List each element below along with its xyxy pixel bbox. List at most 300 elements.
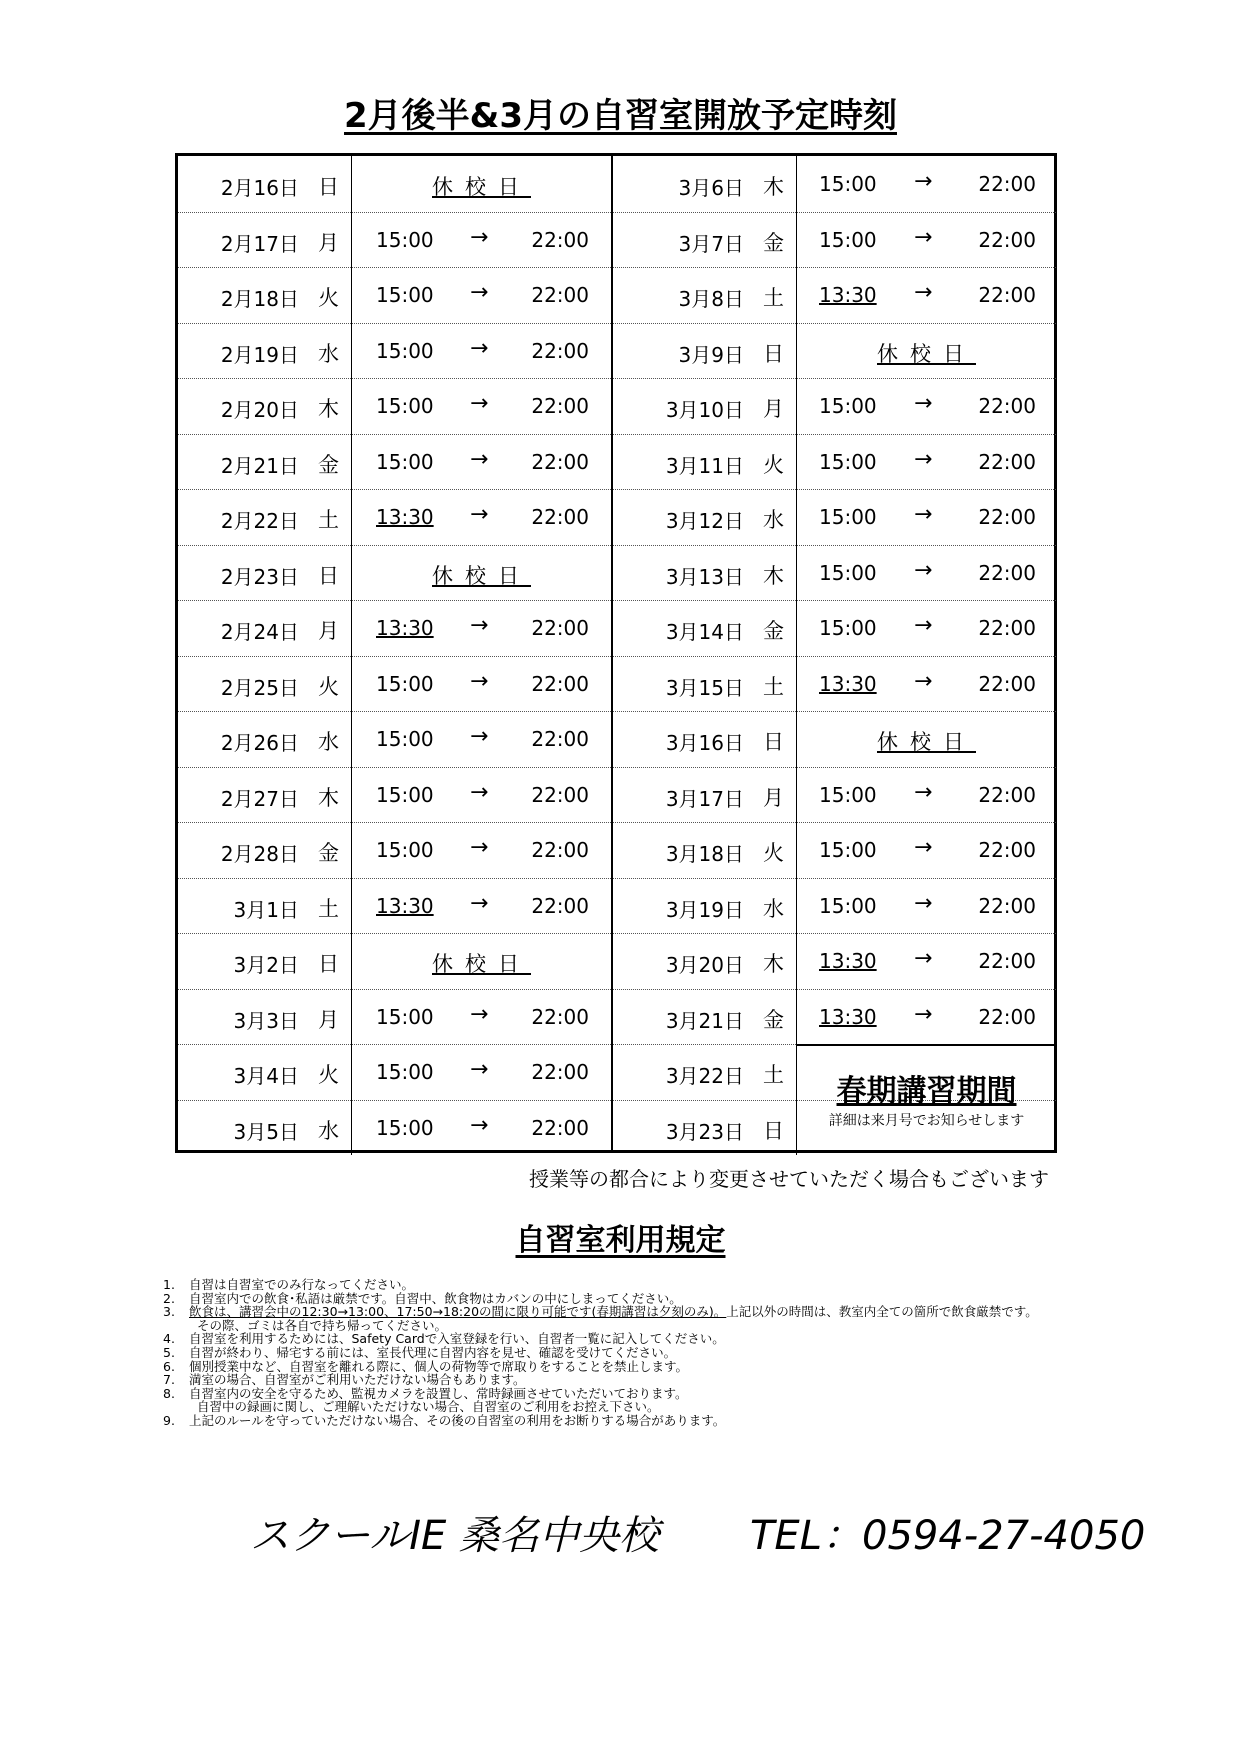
time-cell	[352, 933, 611, 989]
date-cell	[613, 545, 797, 601]
close-time: 22:00	[978, 1004, 1036, 1029]
close-time: 22:00	[531, 283, 589, 307]
schedule-row	[178, 212, 611, 269]
date-label: 2月19日	[220, 342, 299, 367]
schedule-row	[178, 767, 611, 824]
date-cell	[613, 267, 797, 323]
closed-day-text: 休校日	[877, 730, 976, 754]
time-cell	[352, 822, 611, 878]
weekday-label: 金	[763, 230, 784, 255]
date-label: 2月22日	[220, 509, 299, 533]
rule-number: 9.	[163, 1412, 175, 1428]
spring-course-title: 春期講習期間	[836, 1074, 1017, 1109]
date-label: 3月7日	[678, 231, 744, 256]
rule-item	[163, 1305, 1063, 1319]
close-time: 22:00	[531, 1004, 589, 1029]
weekday-label: 日	[318, 563, 339, 588]
rule-number: 5.	[163, 1344, 175, 1360]
date-label: 2月16日	[220, 176, 299, 200]
weekday-label: 月	[763, 397, 784, 421]
close-time: 22:00	[531, 838, 589, 862]
date-cell	[613, 1100, 797, 1156]
date-label: 2月28日	[220, 842, 299, 866]
close-time: 22:00	[531, 782, 589, 807]
weekday-label: 月	[318, 619, 339, 643]
rule-text: 満室の場合、自習室がご利用いただけない場合もあります。	[189, 1372, 526, 1388]
schedule-row	[178, 822, 611, 879]
date-cell	[613, 600, 797, 656]
date-cell	[613, 212, 797, 268]
rule-item	[163, 1414, 1063, 1428]
weekday-label: 金	[763, 619, 784, 643]
date-cell	[613, 489, 797, 545]
schedule-row	[613, 656, 1056, 713]
weekday-label: 水	[318, 730, 339, 754]
closed-day-text: 休校日	[432, 952, 531, 976]
open-time: 13:30	[376, 505, 434, 529]
schedule-row	[613, 267, 1056, 324]
rule-text: 上記のルールを守っていただけない場合、その後の自習室の利用をお断りする場合があります。	[189, 1412, 726, 1428]
schedule-row	[178, 323, 611, 380]
time-cell	[797, 323, 1056, 379]
arrow-icon: →	[470, 1001, 489, 1027]
close-time: 22:00	[978, 227, 1036, 252]
close-time: 22:00	[531, 227, 589, 252]
close-time: 22:00	[978, 449, 1036, 474]
rules-list	[163, 1278, 1063, 1428]
date-cell	[178, 600, 352, 656]
schedule-row	[178, 434, 611, 491]
date-cell	[178, 933, 352, 989]
time-cell	[352, 767, 611, 823]
schedule-row	[613, 156, 1056, 213]
time-cell	[352, 267, 611, 323]
date-cell	[178, 378, 352, 434]
date-label: 2月18日	[220, 287, 299, 311]
time-cell	[797, 711, 1056, 767]
date-label: 2月26日	[220, 731, 299, 755]
arrow-icon: →	[914, 1001, 933, 1027]
open-time: 13:30	[376, 893, 434, 918]
date-cell	[613, 822, 797, 878]
arrow-icon: →	[470, 335, 489, 361]
schedule-row	[613, 767, 1056, 824]
weekday-label: 日	[763, 730, 784, 754]
time-cell	[352, 989, 611, 1045]
close-time: 22:00	[531, 1060, 589, 1084]
schedule-row	[178, 1044, 611, 1101]
date-cell	[613, 1044, 797, 1100]
date-label: 3月15日	[665, 675, 744, 700]
rule-text: 自習が終わり、帰宅する前には、室長代理に自習内容を見せ、確認を受けてください。	[189, 1344, 677, 1360]
weekday-label: 土	[763, 674, 784, 699]
closed-day-label	[352, 171, 611, 201]
schedule-row	[178, 1100, 611, 1156]
date-label: 2月17日	[220, 231, 299, 256]
date-cell	[178, 656, 352, 712]
date-cell	[178, 267, 352, 323]
weekday-label: 日	[763, 341, 784, 366]
weekday-label: 木	[318, 785, 339, 810]
arrow-icon: →	[914, 502, 933, 527]
schedule-row	[178, 267, 611, 324]
date-label: 3月14日	[665, 620, 744, 644]
date-cell	[613, 711, 797, 767]
rule-text: 自習は自習室でのみ行なってください。	[189, 1277, 415, 1292]
date-label: 3月21日	[665, 1008, 744, 1033]
open-time: 15:00	[376, 782, 434, 807]
weekday-label: 木	[763, 175, 784, 199]
arrow-icon: →	[914, 391, 933, 416]
closed-day-text: 休校日	[432, 563, 531, 588]
date-cell	[613, 767, 797, 823]
rule-number: 7.	[163, 1372, 175, 1388]
rule-number: 6.	[163, 1358, 175, 1374]
date-label: 3月3日	[233, 1008, 299, 1033]
footer-school-name: スクールIE 桑名中央校	[250, 1513, 659, 1559]
weekday-label: 火	[318, 286, 339, 310]
time-cell	[352, 656, 611, 712]
rules-title: 自習室利用規定	[515, 1223, 726, 1258]
rule-item	[163, 1332, 1063, 1346]
date-cell	[613, 933, 797, 989]
weekday-label: 土	[318, 896, 339, 921]
page-title: 2月後半&3月の自習室開放予定時刻	[344, 96, 897, 136]
time-cell	[352, 378, 611, 434]
date-cell	[613, 378, 797, 434]
time-cell	[797, 878, 1056, 934]
schedule-row	[178, 156, 611, 213]
date-cell	[613, 878, 797, 934]
weekday-label: 日	[763, 1118, 784, 1143]
arrow-icon: →	[470, 1057, 489, 1082]
open-time: 15:00	[819, 893, 877, 918]
schedule-table	[175, 153, 1057, 1153]
weekday-label: 月	[318, 1007, 339, 1032]
arrow-icon: →	[914, 280, 933, 305]
weekday-label: 水	[318, 1118, 339, 1143]
close-time: 22:00	[978, 616, 1036, 640]
change-note: 授業等の都合により変更させていただく場合もございます	[529, 1167, 1049, 1191]
time-cell	[797, 156, 1056, 212]
time-cell	[352, 600, 611, 656]
rule-item	[163, 1400, 1063, 1414]
schedule-row	[178, 656, 611, 713]
schedule-row	[178, 545, 611, 602]
time-cell	[797, 545, 1056, 601]
open-time: 15:00	[819, 838, 877, 862]
date-label: 3月5日	[233, 1119, 299, 1144]
time-cell	[352, 156, 611, 212]
date-label: 3月13日	[665, 564, 744, 589]
weekday-label: 月	[318, 230, 339, 255]
schedule-row	[613, 989, 1056, 1046]
weekday-label: 日	[318, 952, 339, 976]
open-time: 13:30	[819, 1004, 877, 1029]
open-time: 15:00	[819, 449, 877, 474]
open-time: 15:00	[376, 227, 434, 252]
weekday-label: 火	[318, 674, 339, 699]
close-time: 22:00	[978, 838, 1036, 862]
date-label: 3月16日	[665, 731, 744, 755]
weekday-label: 土	[318, 508, 339, 532]
closed-day-text: 休校日	[877, 341, 976, 366]
open-time: 15:00	[376, 671, 434, 696]
rule-text: 自習中の録画に関し、ご理解いただけない場合、自習室のご利用をお控え下さい。	[197, 1399, 660, 1415]
open-time: 15:00	[819, 782, 877, 807]
close-time: 22:00	[531, 1115, 589, 1140]
date-label: 3月9日	[678, 342, 744, 367]
close-time: 22:00	[978, 283, 1036, 307]
arrow-icon: →	[470, 1112, 489, 1138]
open-time: 15:00	[376, 283, 434, 307]
date-cell	[613, 323, 797, 379]
open-time: 13:30	[376, 616, 434, 640]
open-time: 15:00	[819, 616, 877, 640]
date-cell	[613, 656, 797, 712]
open-time: 13:30	[819, 283, 877, 307]
rule-item	[163, 1387, 1063, 1401]
date-cell	[613, 156, 797, 212]
time-cell	[352, 212, 611, 268]
date-cell	[178, 711, 352, 767]
date-cell	[178, 212, 352, 268]
open-time: 15:00	[376, 338, 434, 363]
date-label: 2月24日	[220, 620, 299, 644]
date-label: 3月20日	[665, 953, 744, 977]
rule-text: 上記以外の時間は、教室内全ての箇所で飲食厳禁です。	[726, 1304, 1038, 1320]
arrow-icon: →	[470, 724, 489, 749]
schedule-row	[178, 933, 611, 990]
rule-text: 自習室を利用するためには、Safety Cardで入室登録を行い、自習者一覧に記入してください。	[189, 1331, 725, 1347]
open-time: 15:00	[376, 449, 434, 474]
time-cell	[797, 434, 1056, 490]
date-label: 3月19日	[665, 897, 744, 922]
weekday-label: 木	[763, 563, 784, 588]
schedule-row	[178, 600, 611, 657]
rule-number: 8.	[163, 1385, 175, 1401]
date-label: 3月17日	[665, 786, 744, 811]
date-label: 3月4日	[233, 1064, 299, 1088]
open-time: 15:00	[376, 1115, 434, 1140]
arrow-icon: →	[914, 835, 933, 860]
date-label: 2月27日	[220, 786, 299, 811]
schedule-row	[178, 878, 611, 935]
rule-text: 個別授業中など、自習室を離れる際に、個人の荷物等で席取りをすることを禁止します。	[189, 1358, 689, 1374]
date-label: 2月25日	[220, 675, 299, 700]
date-cell	[178, 1044, 352, 1100]
arrow-icon: →	[470, 779, 489, 805]
time-cell	[352, 711, 611, 767]
schedule-row	[613, 600, 1056, 657]
closed-day-label	[352, 560, 611, 590]
date-label: 3月8日	[678, 287, 744, 311]
footer-phone: TEL：0594-27-4050	[750, 1513, 1146, 1559]
closed-day-label	[797, 338, 1056, 368]
time-cell	[352, 323, 611, 379]
date-label: 2月21日	[220, 453, 299, 478]
close-time: 22:00	[978, 560, 1036, 585]
schedule-row	[613, 212, 1056, 269]
arrow-icon: →	[914, 890, 933, 916]
weekday-label: 水	[763, 508, 784, 532]
close-time: 22:00	[531, 394, 589, 418]
date-cell	[178, 545, 352, 601]
spring-course-block	[797, 1044, 1056, 1155]
arrow-icon: →	[470, 890, 489, 916]
weekday-label: 日	[318, 175, 339, 199]
time-cell	[797, 212, 1056, 268]
time-cell	[797, 822, 1056, 878]
open-time: 15:00	[376, 1060, 434, 1084]
open-time: 13:30	[819, 949, 877, 973]
time-cell	[352, 878, 611, 934]
time-cell	[797, 989, 1056, 1045]
schedule-row	[178, 989, 611, 1046]
schedule-row	[613, 933, 1056, 990]
arrow-icon: →	[470, 835, 489, 860]
close-time: 22:00	[978, 949, 1036, 973]
time-cell	[352, 1100, 611, 1156]
schedule-row	[613, 545, 1056, 602]
arrow-icon: →	[470, 613, 489, 638]
date-cell	[178, 434, 352, 490]
open-time: 15:00	[819, 505, 877, 529]
weekday-label: 土	[763, 286, 784, 310]
close-time: 22:00	[531, 616, 589, 640]
schedule-row	[613, 378, 1056, 435]
weekday-label: 木	[763, 952, 784, 976]
date-label: 3月2日	[233, 953, 299, 977]
weekday-label: 土	[763, 1063, 784, 1087]
date-cell	[178, 1100, 352, 1156]
close-time: 22:00	[531, 893, 589, 918]
arrow-icon: →	[914, 224, 933, 250]
arrow-icon: →	[914, 613, 933, 638]
weekday-label: 木	[318, 397, 339, 421]
arrow-icon: →	[470, 502, 489, 527]
schedule-row	[613, 489, 1056, 546]
date-label: 3月10日	[665, 398, 744, 422]
close-time: 22:00	[531, 338, 589, 363]
time-cell	[797, 600, 1056, 656]
date-label: 3月6日	[678, 176, 744, 200]
time-cell	[797, 933, 1056, 989]
weekday-label: 水	[318, 341, 339, 366]
close-time: 22:00	[531, 727, 589, 751]
date-cell	[178, 156, 352, 212]
time-cell	[797, 767, 1056, 823]
rule-text: 自習室内での飲食･私語は厳禁です。自習中、飲食物はカバンの中にしまってください。	[189, 1290, 682, 1306]
schedule-row	[613, 711, 1056, 768]
open-time: 15:00	[376, 394, 434, 418]
rule-text: 自習室内の安全を守るため、監視カメラを設置し、常時録画させていただいております。	[189, 1385, 688, 1401]
rule-item	[163, 1278, 1063, 1292]
close-time: 22:00	[531, 449, 589, 474]
schedule-row	[613, 878, 1056, 935]
weekday-label: 火	[318, 1063, 339, 1087]
arrow-icon: →	[914, 668, 933, 694]
close-time: 22:00	[978, 394, 1036, 418]
schedule-column-right	[611, 156, 1056, 1150]
arrow-icon: →	[470, 224, 489, 250]
date-cell	[178, 489, 352, 545]
rule-item	[163, 1292, 1063, 1306]
close-time: 22:00	[978, 505, 1036, 529]
date-label: 3月22日	[665, 1064, 744, 1088]
rule-number: 3.	[163, 1304, 175, 1320]
date-label: 2月23日	[220, 564, 299, 589]
date-cell	[178, 323, 352, 379]
open-time: 15:00	[376, 727, 434, 751]
close-time: 22:00	[978, 671, 1036, 696]
time-cell	[352, 1044, 611, 1100]
schedule-row	[178, 711, 611, 768]
date-cell	[178, 989, 352, 1045]
date-cell	[613, 434, 797, 490]
weekday-label: 金	[318, 841, 339, 865]
arrow-icon: →	[914, 946, 933, 971]
weekday-label: 水	[763, 896, 784, 921]
time-cell	[797, 489, 1056, 545]
open-time: 15:00	[376, 1004, 434, 1029]
date-label: 3月12日	[665, 509, 744, 533]
close-time: 22:00	[531, 671, 589, 696]
weekday-label: 金	[318, 452, 339, 477]
close-time: 22:00	[978, 782, 1036, 807]
schedule-row	[613, 323, 1056, 380]
date-cell	[178, 822, 352, 878]
open-time: 15:00	[819, 560, 877, 585]
arrow-icon: →	[914, 446, 933, 472]
open-time: 13:30	[819, 671, 877, 696]
schedule-column-left	[178, 156, 611, 1150]
schedule-row	[613, 434, 1056, 491]
arrow-icon: →	[470, 446, 489, 472]
time-cell	[352, 545, 611, 601]
time-cell	[797, 378, 1056, 434]
rule-item	[163, 1373, 1063, 1387]
close-time: 22:00	[978, 893, 1036, 918]
arrow-icon: →	[914, 557, 933, 583]
rule-number: 2.	[163, 1290, 175, 1306]
schedule-row	[178, 378, 611, 435]
date-cell	[613, 989, 797, 1045]
open-time: 15:00	[819, 394, 877, 418]
date-label: 2月20日	[220, 398, 299, 422]
spring-course-note: 詳細は来月号でお知らせします	[828, 1113, 1025, 1129]
schedule-row	[178, 489, 611, 546]
rule-item	[163, 1319, 1063, 1333]
rule-text: その際、ゴミは各自で持ち帰ってください。	[197, 1317, 448, 1333]
time-cell	[352, 434, 611, 490]
arrow-icon: →	[470, 668, 489, 694]
open-time: 15:00	[819, 172, 877, 196]
close-time: 22:00	[531, 505, 589, 529]
weekday-label: 金	[763, 1007, 784, 1032]
open-time: 15:00	[376, 838, 434, 862]
date-label: 3月18日	[665, 842, 744, 866]
rule-text-emphasis: 飲食は、講習会中の12:30→13:00、17:50→18:20の間に限り可能です(春期講習は夕刻のみ)。	[189, 1304, 727, 1320]
closed-day-text: 休校日	[432, 175, 531, 199]
date-cell	[178, 878, 352, 934]
closed-day-label	[352, 948, 611, 978]
time-cell	[352, 489, 611, 545]
arrow-icon: →	[914, 779, 933, 805]
time-cell	[797, 656, 1056, 712]
schedule-row	[613, 822, 1056, 879]
rule-item	[163, 1360, 1063, 1374]
